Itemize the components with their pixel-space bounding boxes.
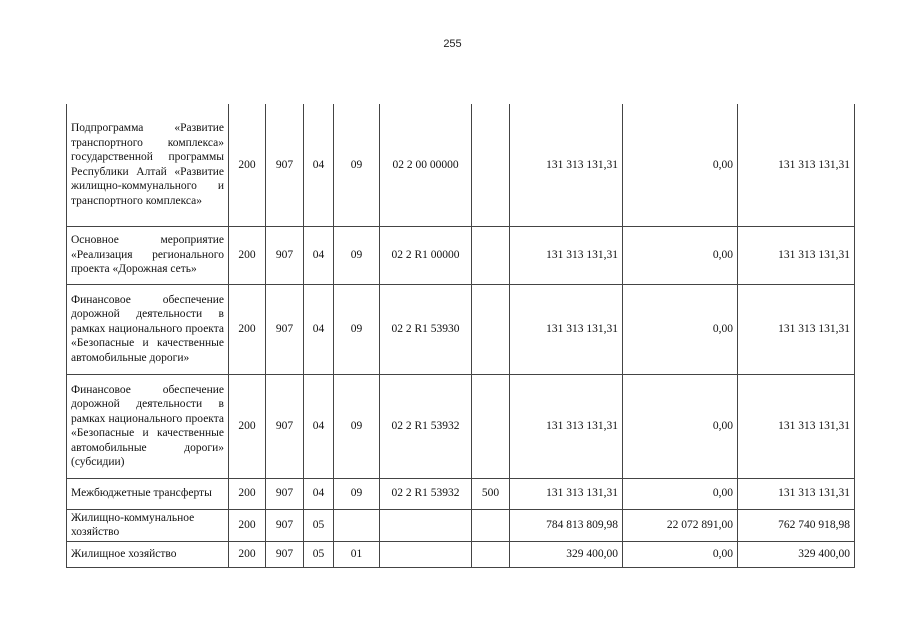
row-code1-cell: 200 (229, 104, 266, 226)
row-code2-cell: 907 (266, 104, 304, 226)
row-code6-cell (472, 104, 510, 226)
row-sum3-cell: 131 313 131,31 (738, 104, 855, 226)
row-code2-cell: 907 (266, 541, 304, 567)
row-code6-cell (472, 374, 510, 478)
row-code1-cell: 200 (229, 478, 266, 509)
table-row (67, 478, 855, 509)
row-name-cell: Финансовое обеспечение дорожной деятельности в рамках национального проекта «Безопасные и качественные автомобильные дороги» (субсидии) (67, 374, 229, 478)
row-name-cell: Жилищное хозяйство (67, 541, 229, 567)
row-sum3-cell: 762 740 918,98 (738, 509, 855, 541)
row-code6-cell (472, 226, 510, 284)
row-sum2-cell: 0,00 (623, 541, 738, 567)
row-code3-cell: 04 (304, 104, 334, 226)
row-code1-cell: 200 (229, 284, 266, 374)
row-name-cell: Основное мероприятие «Реализация регионального проекта «Дорожная сеть» (67, 226, 229, 284)
row-code2-cell: 907 (266, 478, 304, 509)
row-sum2-cell: 0,00 (623, 478, 738, 509)
row-code6-cell (472, 509, 510, 541)
row-name-cell: Подпрограмма «Развитие транспортного комплекса» государственной программы Республики Алтай «Развитие жилищно-коммунального и транспортного комплекса» (67, 104, 229, 226)
row-sum3-cell: 131 313 131,31 (738, 478, 855, 509)
table-body (67, 104, 855, 567)
row-sum1-cell: 131 313 131,31 (510, 374, 623, 478)
row-code5-cell: 02 2 R1 53930 (380, 284, 472, 374)
row-sum1-cell: 131 313 131,31 (510, 284, 623, 374)
row-code3-cell: 05 (304, 509, 334, 541)
row-code6-cell (472, 541, 510, 567)
row-name-cell: Финансовое обеспечение дорожной деятельности в рамках национального проекта «Безопасные и качественные автомобильные дороги» (67, 284, 229, 374)
row-code5-cell: 02 2 R1 53932 (380, 374, 472, 478)
row-code3-cell: 04 (304, 226, 334, 284)
row-code5-cell: 02 2 R1 00000 (380, 226, 472, 284)
table-row (67, 284, 855, 374)
row-sum1-cell: 131 313 131,31 (510, 478, 623, 509)
row-sum1-cell: 131 313 131,31 (510, 226, 623, 284)
table-row (67, 541, 855, 567)
table-row (67, 226, 855, 284)
row-code4-cell (334, 509, 380, 541)
row-code1-cell: 200 (229, 509, 266, 541)
table-row (67, 509, 855, 541)
row-code2-cell: 907 (266, 374, 304, 478)
row-sum2-cell: 0,00 (623, 374, 738, 478)
row-sum2-cell: 0,00 (623, 284, 738, 374)
row-code2-cell: 907 (266, 509, 304, 541)
row-code4-cell: 09 (334, 284, 380, 374)
row-code5-cell: 02 2 R1 53932 (380, 478, 472, 509)
row-sum3-cell: 131 313 131,31 (738, 374, 855, 478)
row-sum1-cell: 329 400,00 (510, 541, 623, 567)
row-code2-cell: 907 (266, 284, 304, 374)
page-number: 255 (443, 38, 462, 50)
row-code2-cell: 907 (266, 226, 304, 284)
row-code6-cell: 500 (472, 478, 510, 509)
row-sum1-cell: 131 313 131,31 (510, 104, 623, 226)
row-sum3-cell: 131 313 131,31 (738, 226, 855, 284)
row-name-cell: Жилищно-коммунальное хозяйство (67, 509, 229, 541)
row-code6-cell (472, 284, 510, 374)
row-code3-cell: 04 (304, 284, 334, 374)
row-name-cell: Межбюджетные трансферты (67, 478, 229, 509)
row-code4-cell: 09 (334, 478, 380, 509)
row-code4-cell: 01 (334, 541, 380, 567)
row-code4-cell: 09 (334, 226, 380, 284)
row-code4-cell: 09 (334, 104, 380, 226)
row-code5-cell (380, 541, 472, 567)
row-code1-cell: 200 (229, 226, 266, 284)
row-code1-cell: 200 (229, 541, 266, 567)
row-code3-cell: 04 (304, 374, 334, 478)
row-sum1-cell: 784 813 809,98 (510, 509, 623, 541)
table-row (67, 104, 855, 226)
row-code5-cell: 02 2 00 00000 (380, 104, 472, 226)
row-code1-cell: 200 (229, 374, 266, 478)
row-sum3-cell: 329 400,00 (738, 541, 855, 567)
table-row (67, 374, 855, 478)
budget-table (66, 104, 855, 568)
row-sum2-cell: 0,00 (623, 226, 738, 284)
row-code3-cell: 05 (304, 541, 334, 567)
row-sum2-cell: 22 072 891,00 (623, 509, 738, 541)
row-code4-cell: 09 (334, 374, 380, 478)
row-code3-cell: 04 (304, 478, 334, 509)
row-code5-cell (380, 509, 472, 541)
row-sum2-cell: 0,00 (623, 104, 738, 226)
row-sum3-cell: 131 313 131,31 (738, 284, 855, 374)
